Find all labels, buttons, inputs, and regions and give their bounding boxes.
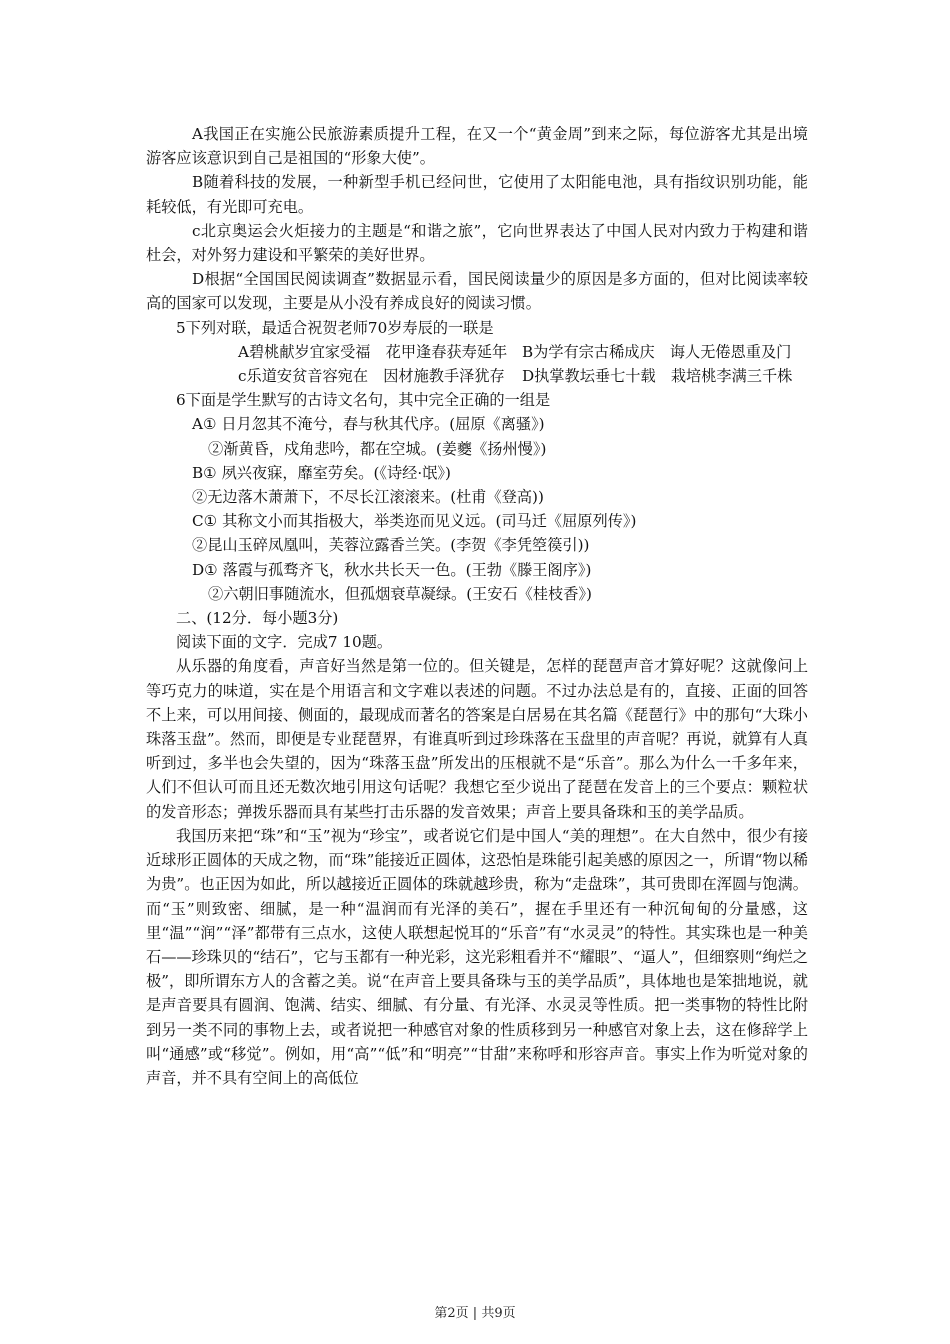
q5-options-cd <box>146 364 808 388</box>
document-page <box>146 122 808 1090</box>
q4-option-c: c北京奥运会火炬接力的主题是“和谐之旅”，它向世界表达了中国人民对内致力于构建和谐杜会，对外努力建设和平繁荣的美好世界。 <box>146 221 808 265</box>
q6-c1: C① 其称文小而其指极大，举类迩而见义远。(司马迁《屈原列传》) <box>192 512 637 531</box>
q5-option-d: D执掌教坛垂七十载 栽培桃李满三千株 <box>522 367 793 386</box>
q6-stem: 6下面是学生默写的古诗文名句，其中完全正确的一组是 <box>176 391 551 410</box>
q6-a2: ②渐黄昏，戍角悲吟，都在空城。(姜夔《扬州慢》) <box>208 439 547 458</box>
q6-b2: ②无边落木萧萧下，不尽长江滚滚来。(杜甫《登高)) <box>192 488 544 507</box>
q6-b1: B① 夙兴夜寐，靡室劳矣。(《诗经·氓》) <box>192 463 451 482</box>
q4-option-d: D根据“全国国民阅读调查”数据显示看，国民阅读量少的原因是多方面的，但对比阅读率较高的国家可以发现，主要是从小没有养成良好的阅读习惯。 <box>146 270 808 313</box>
q5-option-b: B为学有宗古稀成庆 诲人无倦恩重及门 <box>522 342 792 361</box>
q5-option-c: c乐道安贫音容宛在 因材施教手泽犹存 <box>238 367 505 386</box>
passage-paragraph-2: 我国历来把“珠”和“玉”视为“珍宝”，或者说它们是中国人“美的理想”。在大自然中，很少有接近球形正圆体的天成之物，而“珠”能接近正圆体，这恐怕是珠能引起美感的原因之一，所谓“物以稀为贵”。也正因为如此，所以越接近正圆体的珠就越珍贵，称为“走盘珠”，其可贵即在浑圆与饱满。而“玉”则致密、细腻，是一种“温润而有光泽的美石”，握在手里还有一种沉甸甸的分量感，这里“温”“润”“泽”都带有三点水，这使人联想起悦耳的“乐音”有“水灵灵”的特性。其实珠也是一种美石——珍珠贝的“结石”，它与玉都有一种光彩，这光彩粗看并不“耀眼”、“逼人”，但细察则“绚烂之极”，即所谓东方人的含蓄之美。说“在声音上要具备珠与玉的美学品质”，具体地也是笨拙地说，就是声音要具有圆润、饱满、结实、细腻、有分量、有光泽、水灵灵等性质。把一类事物的特性比附到另一类不同的事物上去，或者说把一种感官对象的性质移到另一种感官对象上去，这在修辞学上叫“通感”或“移觉”。例如，用“高”“低”和“明亮”“甘甜”来称呼和形容声音。事实上作为听觉对象的声音，并不具有空间上的高低位 <box>146 826 808 1087</box>
q6-a1: A① 日月忽其不淹兮，春与秋其代序。(屈原《离骚》) <box>192 415 545 434</box>
page-footer: 第2页 | 共9页 <box>434 1306 516 1321</box>
q5-option-a: A碧桃献岁宜家受福 花甲逢春获寿延年 <box>238 342 508 361</box>
section-instruction: 阅读下面的文字．完成7 10题。 <box>176 633 393 652</box>
q5-options-ab <box>146 340 808 364</box>
section-heading: 二、(12分．每小题3分) <box>176 609 339 628</box>
q6-d2: ②六朝旧事随流水，但孤烟衰草凝绿。(王安石《桂枝香》) <box>208 584 592 603</box>
passage-paragraph-1: 从乐器的角度看，声音好当然是第一位的。但关键是，怎样的琵琶声音才算好呢？这就像问上等巧克力的味道，实在是个用语言和文字难以表述的问题。不过办法总是有的，直接、正面的回答不上来，可以用间接、侧面的，最现成而著名的答案是白居易在其名篇《琵琶行》中的那句“大珠小珠落玉盘”。然而，即便是专业琵琶界，有谁真听到过珍珠落在玉盘里的声音呢？再说，就算有人真听到过，多半也会失望的，因为“珠落玉盘”所发出的压根就不是“乐音”。那么为什么一千多年来，人们不但认可而且还无数次地引用这句话呢？我想它至少说出了琵琶在发音上的三个要点：颗粒状的发音形态；弹拨乐器而具有某些打击乐器的发音效果；声音上要具备珠和玉的美学品质。 <box>146 657 808 821</box>
q6-d1: D① 落霞与孤骛齐飞，秋水共长天一色。(王勃《滕王阁序》) <box>192 560 592 579</box>
q6-c2: ②昆山玉碎凤凰叫，芙蓉泣露香兰笑。(李贺《李凭箜篌引)) <box>192 536 590 555</box>
q4-option-b: B随着科技的发展，一种新型手机已经问世，它使用了太阳能电池，具有指纹识别功能，能耗较低，有光即可充电。 <box>146 173 808 216</box>
q5-stem: 5下列对联，最适合祝贺老师70岁寿辰的一联是 <box>176 318 494 337</box>
q4-option-a: A我国正在实施公民旅游素质提升工程，在又一个“黄金周”到来之际，每位游客尤其是出境游客应该意识到自己是祖国的“形象大使”。 <box>146 125 808 168</box>
